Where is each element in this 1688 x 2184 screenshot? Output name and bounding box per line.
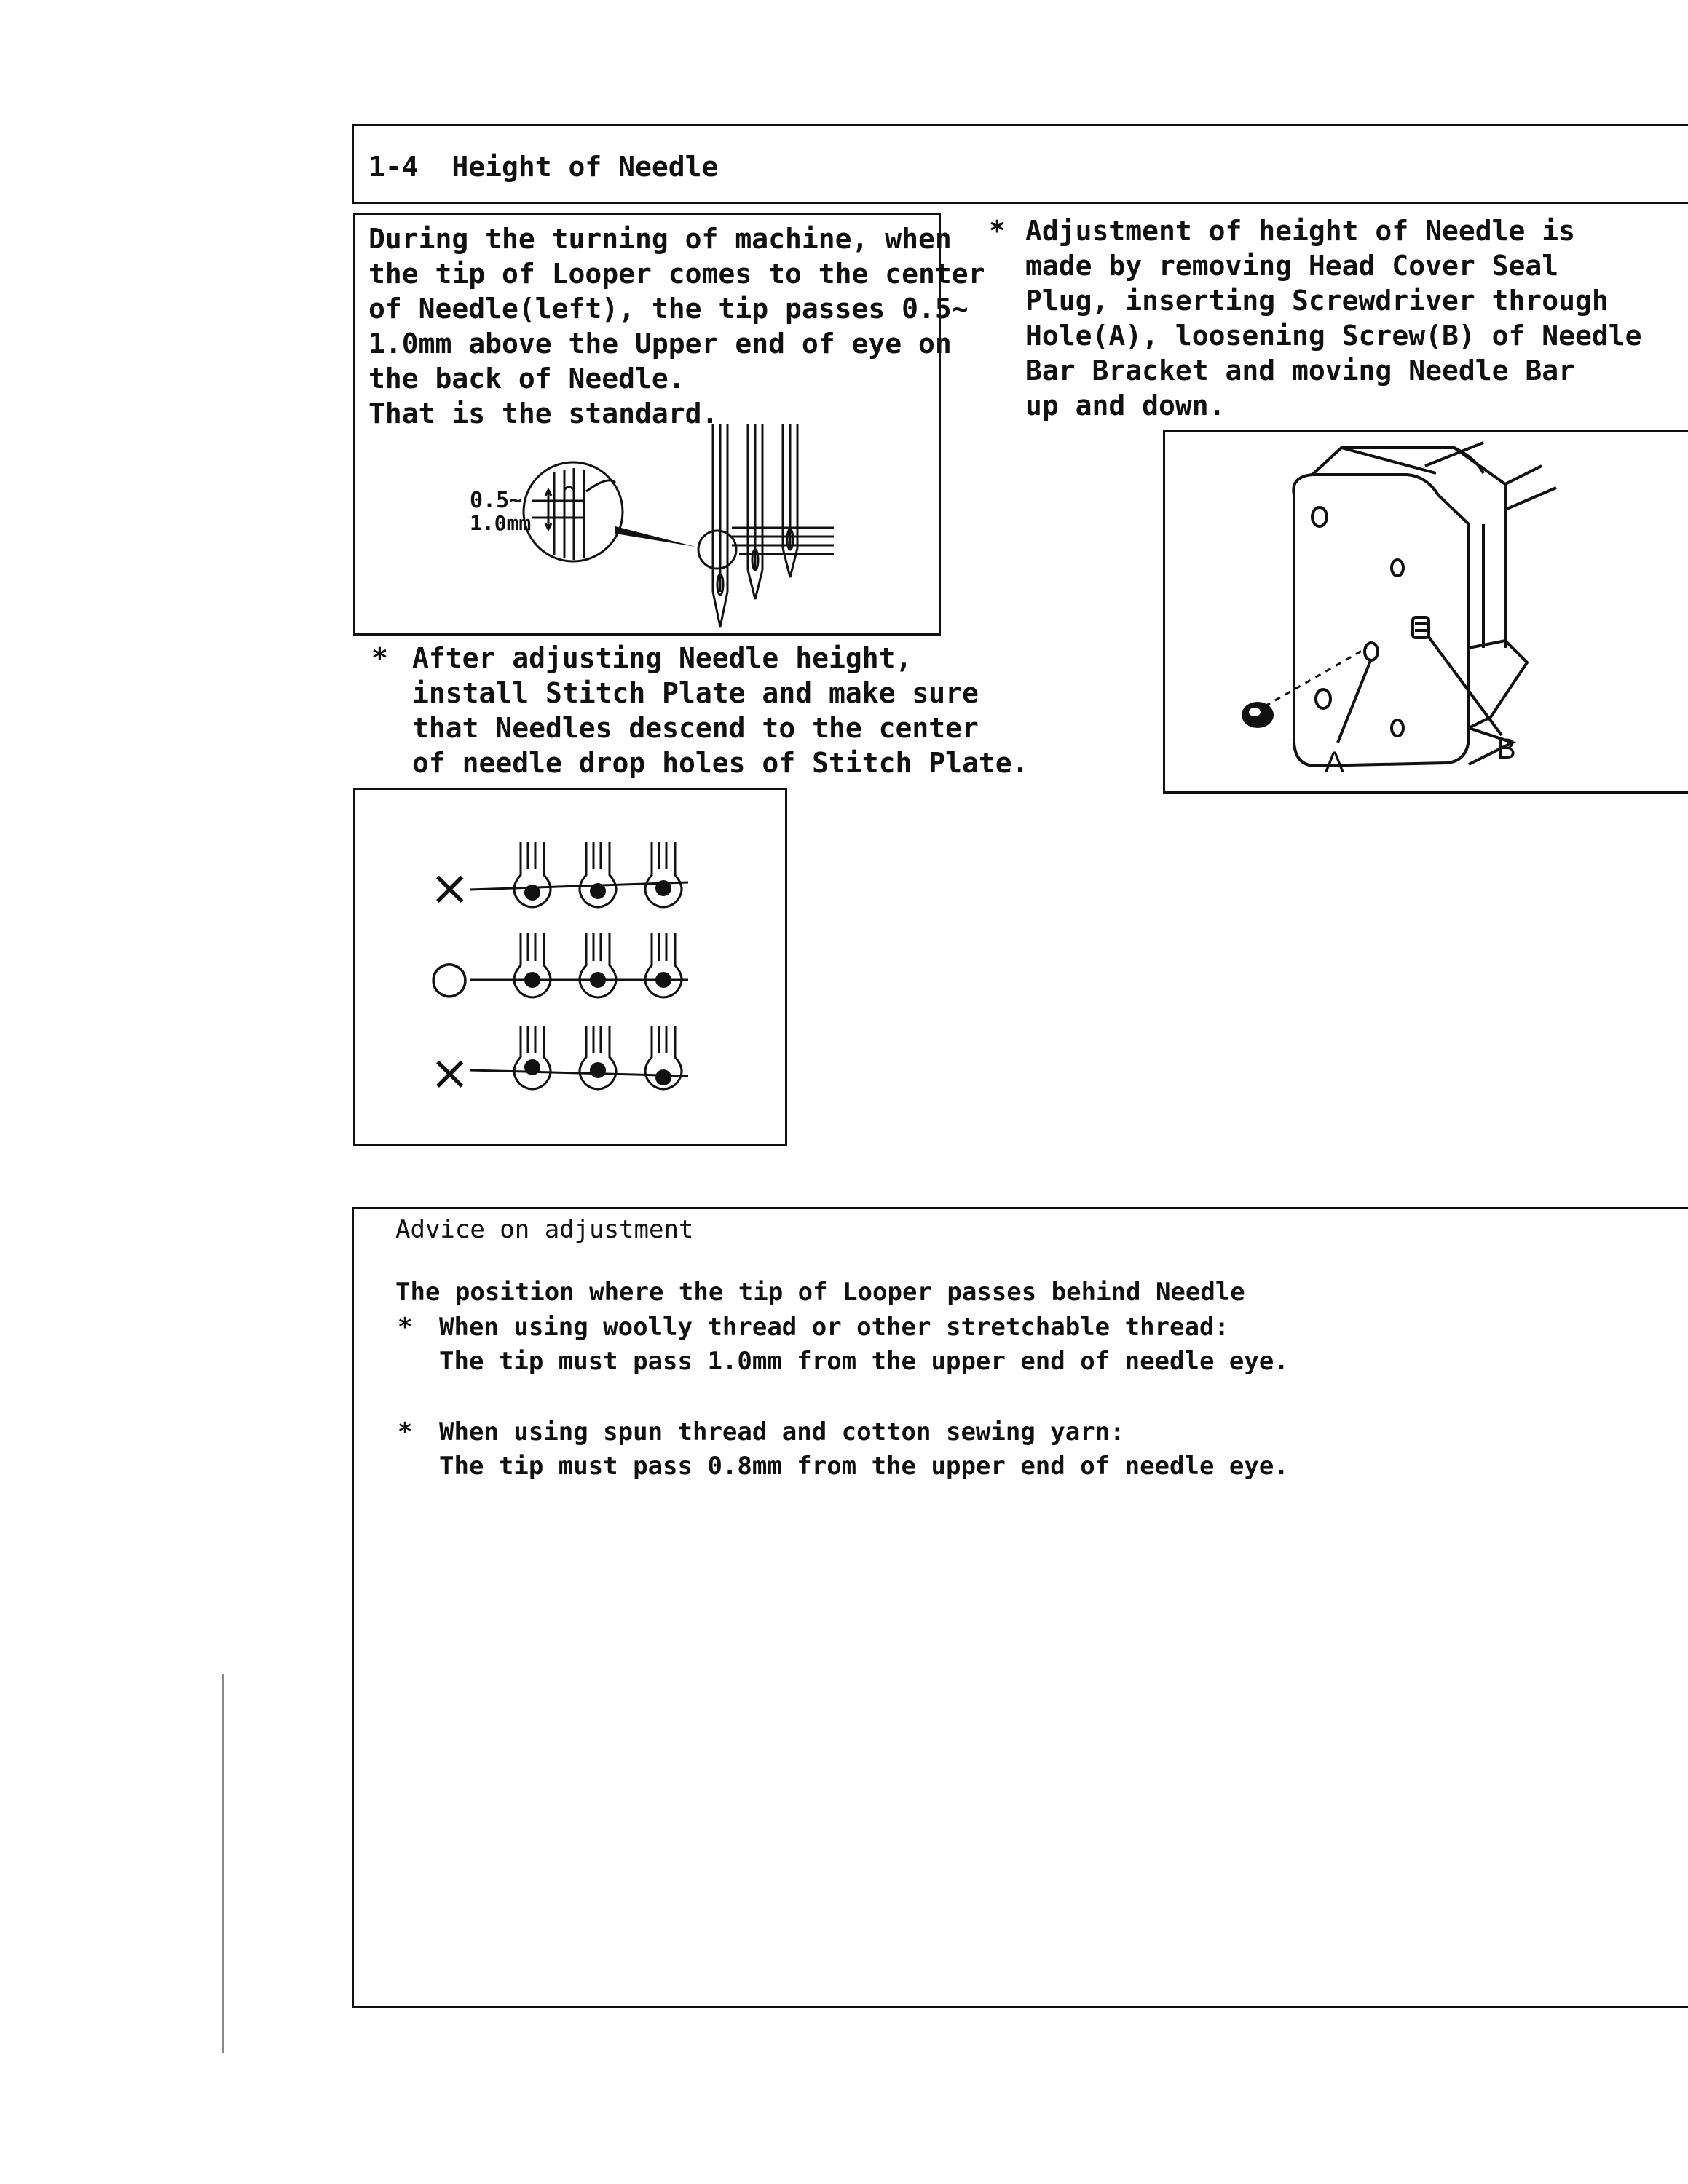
head-cover-diagram — [1163, 430, 1687, 794]
header-bottom-rule — [352, 202, 1688, 204]
standard-line-5: the back of Needle. — [368, 363, 685, 395]
advice-heading: Advice on adjustment — [395, 1215, 694, 1244]
screw-b — [1413, 617, 1429, 638]
magnifier-leader — [615, 526, 695, 547]
scan-margin-mark — [222, 1674, 224, 2053]
needle-drop-diagram — [353, 788, 787, 1146]
after-bullet: * — [371, 642, 388, 674]
needle-row-2 — [470, 933, 688, 997]
needle-height-diagram — [353, 213, 941, 636]
looper-tip-circle — [698, 531, 736, 569]
advice-item-1-detail: The tip must pass 1.0mm from the upper end of needle eye. — [439, 1347, 1289, 1376]
standard-line-4: 1.0mm above the Upper end of eye on — [368, 328, 952, 360]
standard-line-6: That is the standard. — [368, 397, 719, 430]
advice-bottom-rule — [352, 2006, 1688, 2008]
advice-item-2-condition: When using spun thread and cotton sewing yarn: — [439, 1417, 1125, 1447]
standard-line-3: of Needle(left), the tip passes 0.5~ — [368, 293, 969, 325]
dim-label-top: 0.5~ — [470, 488, 523, 513]
needle-left — [713, 424, 727, 627]
label-a: A — [1325, 746, 1344, 778]
row-3-mark: × — [430, 1045, 470, 1101]
adjust-line-6: up and down. — [1025, 389, 1226, 422]
dim-label-bottom: 1.0mm — [470, 511, 532, 535]
advice-item-1-bullet: * — [398, 1313, 413, 1342]
after-line-1: After adjusting Needle height, — [412, 642, 912, 674]
after-line-2: install Stitch Plate and make sure — [412, 677, 979, 709]
advice-item-2-bullet: * — [398, 1417, 413, 1447]
header-left-rule — [352, 124, 354, 204]
advice-intro: The position where the tip of Looper passes behind Needle — [395, 1278, 1245, 1307]
after-line-4: of needle drop holes of Stitch Plate. — [412, 747, 1029, 779]
leader-b — [1429, 637, 1502, 735]
leader-a — [1338, 659, 1371, 743]
advice-left-rule — [352, 1207, 354, 2008]
needle-row-3 — [470, 1026, 688, 1089]
label-b: B — [1496, 733, 1516, 765]
adjust-line-2: made by removing Head Cover Seal — [1025, 250, 1559, 282]
hole-a — [1365, 643, 1378, 660]
adjust-line-3: Plug, inserting Screwdriver through — [1025, 285, 1609, 317]
seal-plug-icon — [1242, 702, 1274, 728]
adjust-bullet: * — [989, 215, 1006, 247]
standard-line-2: the tip of Looper comes to the center — [368, 258, 985, 290]
head-cover-plate — [1293, 475, 1469, 766]
needle-row-1 — [470, 842, 688, 907]
needle-center — [748, 424, 762, 599]
adjust-line-4: Hole(A), loosening Screw(B) of Needle — [1025, 320, 1642, 352]
standard-box — [353, 213, 985, 636]
section-title: 1-4 Height of Needle — [368, 151, 719, 183]
after-line-3: that Needles descend to the center — [412, 712, 979, 744]
advice-item-2-detail: The tip must pass 0.8mm from the upper end of needle eye. — [439, 1452, 1289, 1481]
row-2-mark: ○ — [430, 950, 470, 1003]
header-top-rule — [352, 124, 1688, 126]
advice-item-1-condition: When using woolly thread or other stretchable thread: — [439, 1313, 1229, 1342]
row-1-mark: × — [430, 860, 470, 916]
needle-drop-box — [353, 788, 787, 1146]
magnified-eye-detail — [524, 462, 623, 561]
standard-line-1: During the turning of machine, when — [368, 223, 952, 255]
adjust-line-1: Adjustment of height of Needle is — [1025, 215, 1575, 247]
advice-top-rule — [352, 1207, 1688, 1209]
adjust-line-5: Bar Bracket and moving Needle Bar — [1025, 355, 1575, 387]
